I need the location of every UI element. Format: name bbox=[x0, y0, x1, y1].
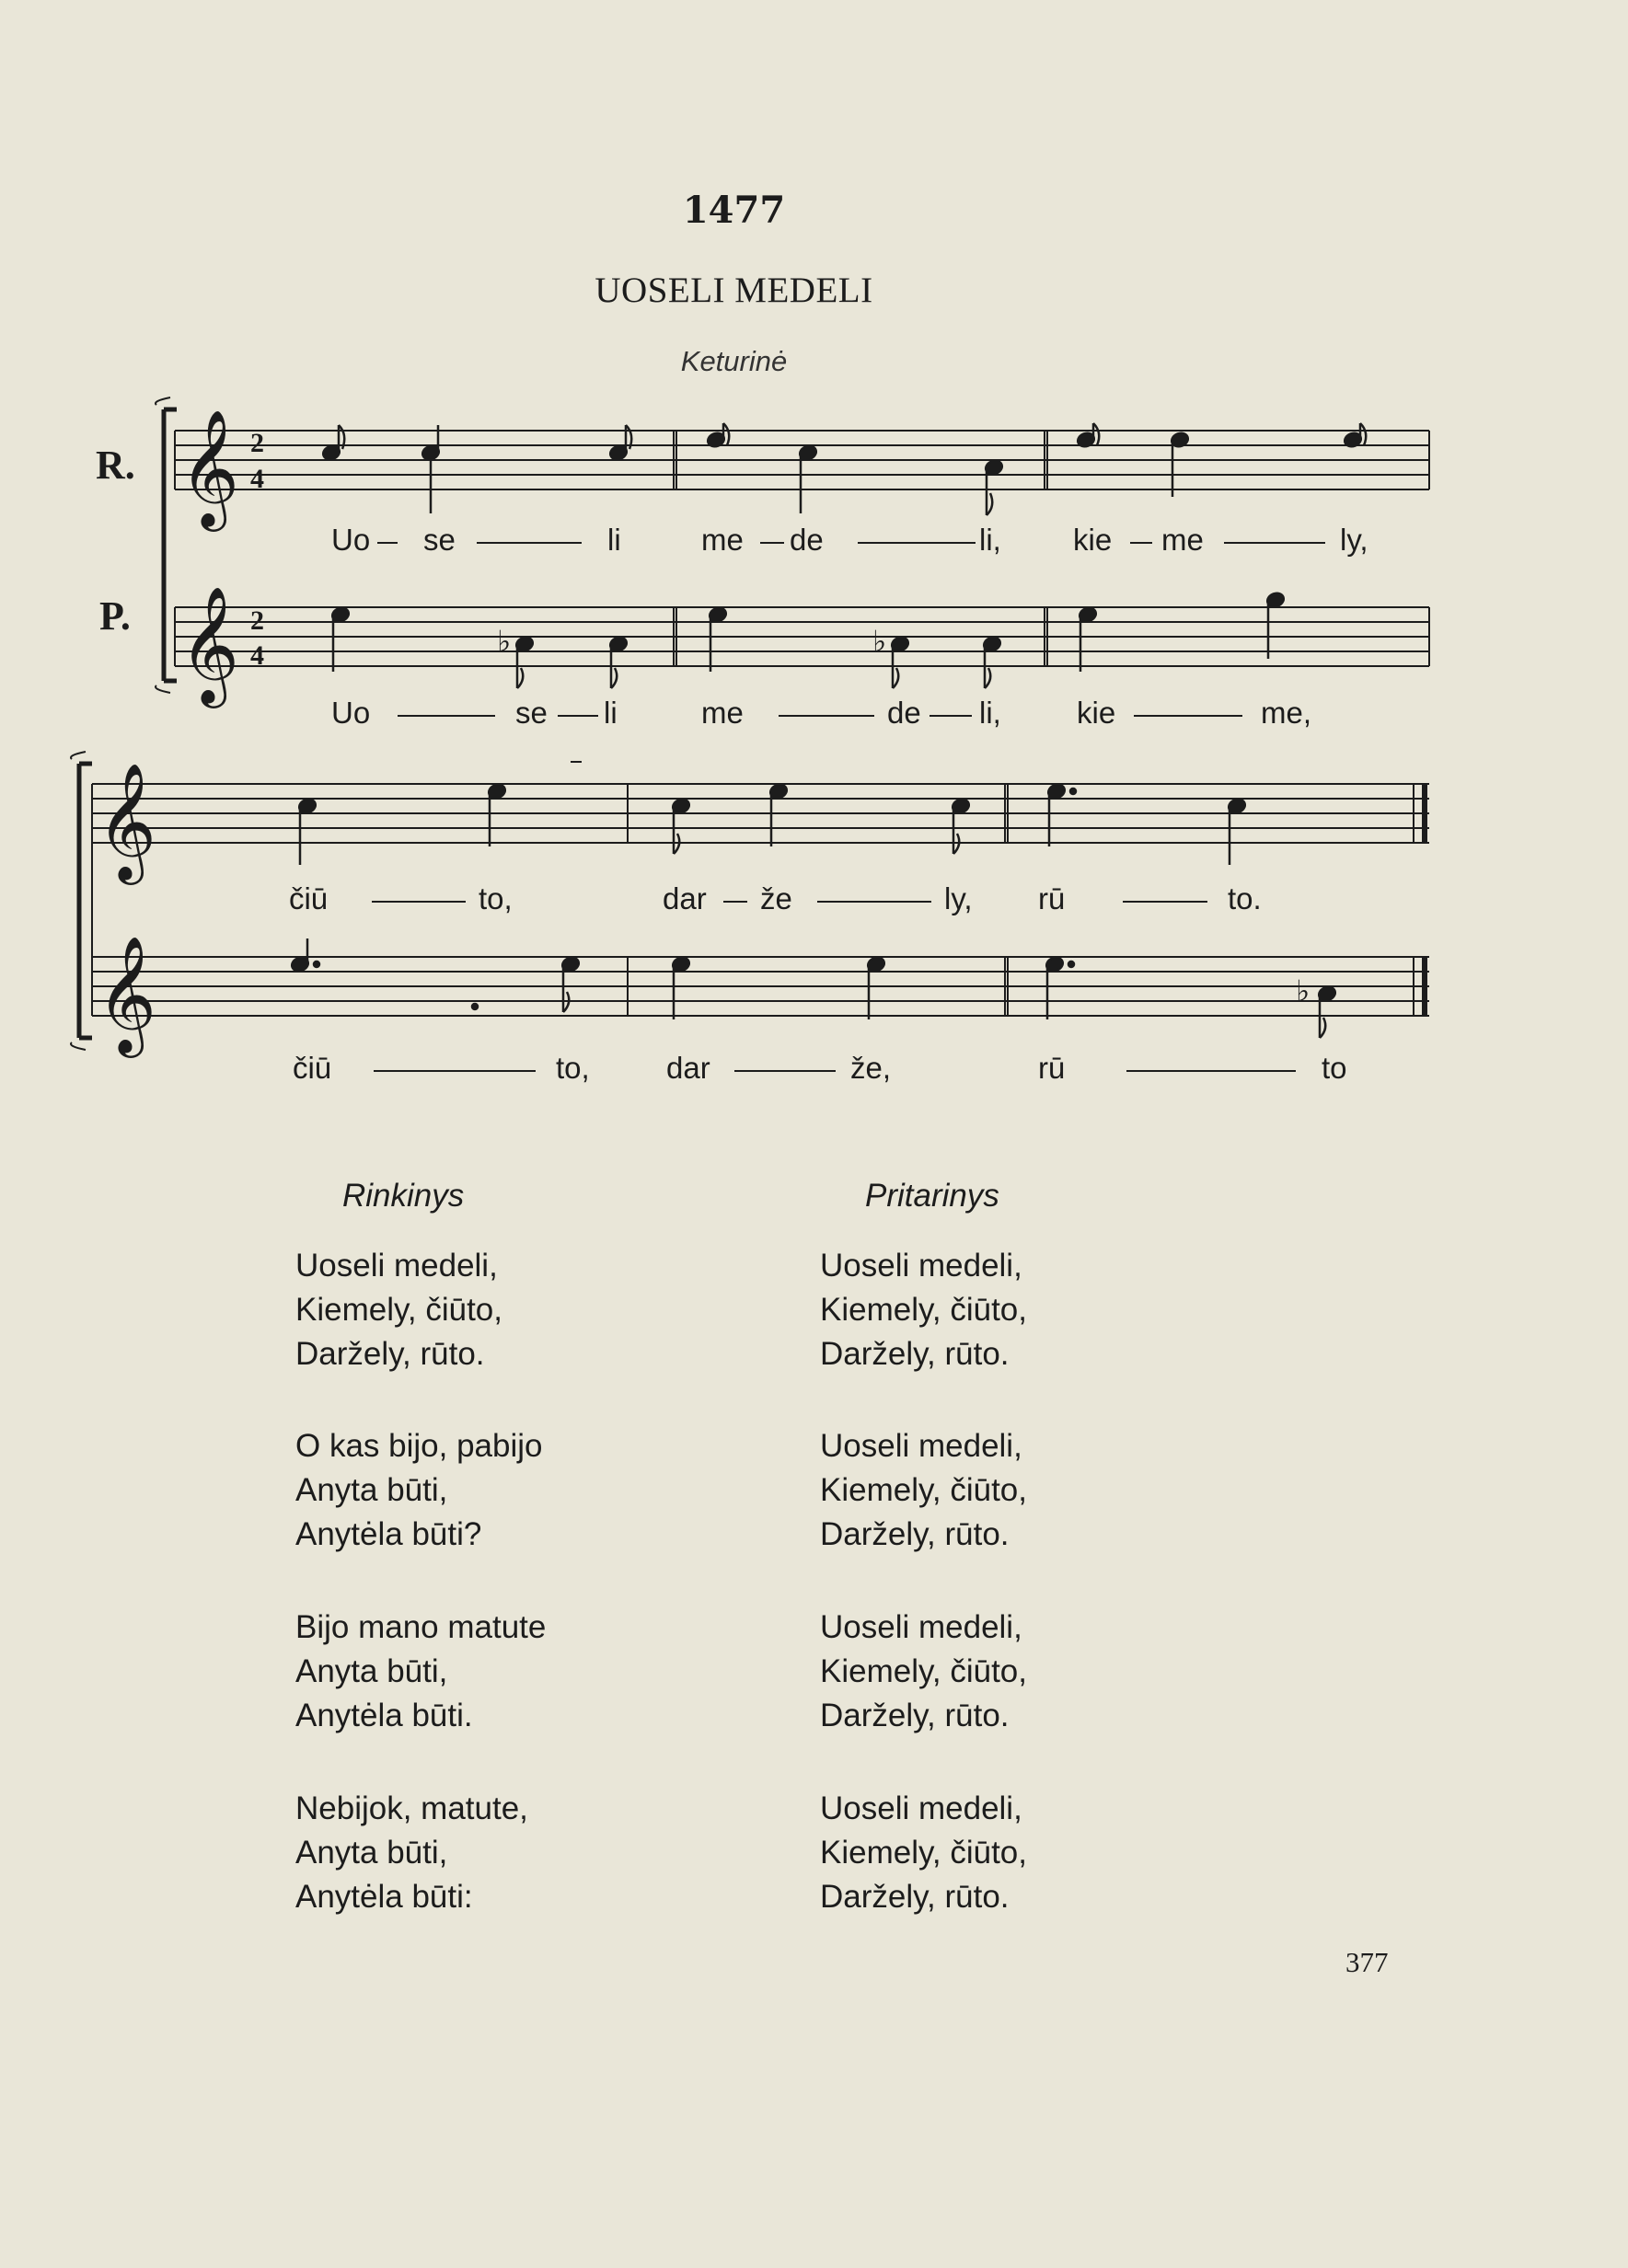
time-sig-top: 2 bbox=[250, 605, 264, 636]
left-stanza-3 bbox=[295, 1606, 546, 1738]
svg-text:kie: kie bbox=[1077, 696, 1116, 730]
svg-text:Uo: Uo bbox=[331, 523, 371, 557]
time-sig-bottom: 4 bbox=[250, 464, 264, 494]
verse-line: Daržely, rūto. bbox=[820, 1879, 1010, 1915]
verse-line: Daržely, rūto. bbox=[820, 1516, 1010, 1552]
svg-text:ly,: ly, bbox=[944, 881, 973, 915]
system-1 bbox=[96, 397, 1429, 730]
svg-text:rū: rū bbox=[1038, 881, 1066, 915]
time-sig-top: 2 bbox=[250, 428, 264, 458]
music-score bbox=[0, 0, 1628, 1104]
svg-text:♭: ♭ bbox=[1296, 973, 1310, 1008]
verse-line: Anytėla būti: bbox=[295, 1879, 473, 1915]
right-stanza-1 bbox=[820, 1244, 1027, 1376]
svg-text:čiū: čiū bbox=[293, 1051, 332, 1085]
svg-text:li: li bbox=[607, 523, 621, 557]
svg-text:rū: rū bbox=[1038, 1051, 1066, 1085]
svg-text:Uo: Uo bbox=[331, 696, 371, 730]
svg-text:me: me bbox=[701, 523, 744, 557]
lower-lyrics-system-2 bbox=[293, 1051, 1347, 1085]
svg-text:li: li bbox=[604, 696, 618, 730]
right-stanza-4 bbox=[820, 1787, 1027, 1919]
svg-text:čiū: čiū bbox=[289, 881, 329, 915]
lower-voice-notes bbox=[290, 938, 1337, 1038]
lower-lyrics-system-1 bbox=[331, 696, 1311, 730]
verse-line: Uoseli medeli, bbox=[820, 1609, 1022, 1645]
page-number: 377 bbox=[1345, 1946, 1389, 1978]
verse-line: Uoseli medeli, bbox=[820, 1790, 1022, 1826]
svg-text:dar: dar bbox=[666, 1051, 710, 1085]
svg-text:kie: kie bbox=[1073, 523, 1113, 557]
tempo-marking: Keturinė bbox=[680, 345, 788, 377]
upper-voice-notes bbox=[321, 423, 1366, 515]
svg-text:se: se bbox=[515, 696, 548, 730]
upper-lyrics-system-1 bbox=[331, 523, 1368, 557]
voice-label-r: R. bbox=[96, 443, 135, 488]
svg-text:li,: li, bbox=[979, 523, 1001, 557]
svg-text:to,: to, bbox=[556, 1051, 590, 1085]
svg-text:to: to bbox=[1322, 1051, 1347, 1085]
verse-line: Anyta būti, bbox=[295, 1653, 448, 1689]
verse-line: Kiemely, čiūto, bbox=[295, 1292, 502, 1328]
verse-line: O kas bijo, pabijo bbox=[295, 1428, 543, 1464]
song-title: UOSELI MEDELI bbox=[595, 271, 873, 310]
right-stanza-3 bbox=[820, 1606, 1027, 1738]
verse-line: Anyta būti, bbox=[295, 1835, 448, 1871]
verse-line: Anytėla būti? bbox=[295, 1516, 482, 1552]
verse-line: Uoseli medeli, bbox=[295, 1248, 498, 1284]
verse-line: Daržely, rūto. bbox=[820, 1698, 1010, 1733]
left-stanza-1 bbox=[295, 1244, 502, 1376]
verse-line: Uoseli medeli, bbox=[820, 1428, 1022, 1464]
verse-line: Anytėla būti. bbox=[295, 1698, 473, 1733]
svg-text:me: me bbox=[1161, 523, 1204, 557]
voice-label-p: P. bbox=[99, 593, 131, 639]
left-stanza-2 bbox=[295, 1424, 542, 1557]
verse-line: Kiemely, čiūto, bbox=[820, 1835, 1027, 1871]
svg-text:dar: dar bbox=[663, 881, 707, 915]
verse-line: Daržely, rūto. bbox=[295, 1336, 485, 1372]
svg-text:to.: to. bbox=[1228, 881, 1262, 915]
svg-text:to,: to, bbox=[479, 881, 513, 915]
svg-text:že: že bbox=[760, 881, 792, 915]
svg-text:ly,: ly, bbox=[1340, 523, 1368, 557]
svg-text:že,: že, bbox=[850, 1051, 892, 1085]
verse-line: Anyta būti, bbox=[295, 1472, 448, 1508]
left-stanza-4 bbox=[295, 1787, 528, 1919]
treble-clef-icon: 𝄞 bbox=[97, 935, 157, 1053]
verse-line: Kiemely, čiūto, bbox=[820, 1472, 1027, 1508]
svg-text:de: de bbox=[790, 523, 824, 557]
upper-voice-notes bbox=[297, 782, 1247, 865]
upper-lyrics-system-2 bbox=[289, 881, 1262, 915]
right-stanza-2 bbox=[820, 1424, 1027, 1557]
verse-line: Kiemely, čiūto, bbox=[820, 1653, 1027, 1689]
treble-clef-icon: 𝄞 bbox=[179, 585, 240, 703]
verse-line: Uoseli medeli, bbox=[820, 1248, 1022, 1284]
svg-text:me: me bbox=[701, 696, 744, 730]
verse-line: Kiemely, čiūto, bbox=[820, 1292, 1027, 1328]
treble-clef-icon: 𝄞 bbox=[179, 409, 240, 526]
time-sig-bottom: 4 bbox=[250, 640, 264, 671]
treble-clef-icon: 𝄞 bbox=[97, 762, 157, 880]
verse-line: Bijo mano matute bbox=[295, 1609, 547, 1645]
svg-text:li,: li, bbox=[979, 696, 1001, 730]
svg-text:♭: ♭ bbox=[497, 624, 512, 659]
column-heading-pritarinys: Pritarinys bbox=[865, 1178, 999, 1214]
lower-voice-notes bbox=[330, 591, 1286, 688]
svg-text:de: de bbox=[887, 696, 921, 730]
svg-text:se: se bbox=[423, 523, 456, 557]
system-2 bbox=[71, 752, 1429, 1085]
verse-line: Daržely, rūto. bbox=[820, 1336, 1010, 1372]
svg-text:♭: ♭ bbox=[872, 624, 887, 659]
verse-line: Nebijok, matute, bbox=[295, 1790, 528, 1826]
column-heading-rinkinys: Rinkinys bbox=[342, 1178, 465, 1214]
svg-text:me,: me, bbox=[1261, 696, 1312, 730]
song-number: 1477 bbox=[682, 189, 786, 232]
